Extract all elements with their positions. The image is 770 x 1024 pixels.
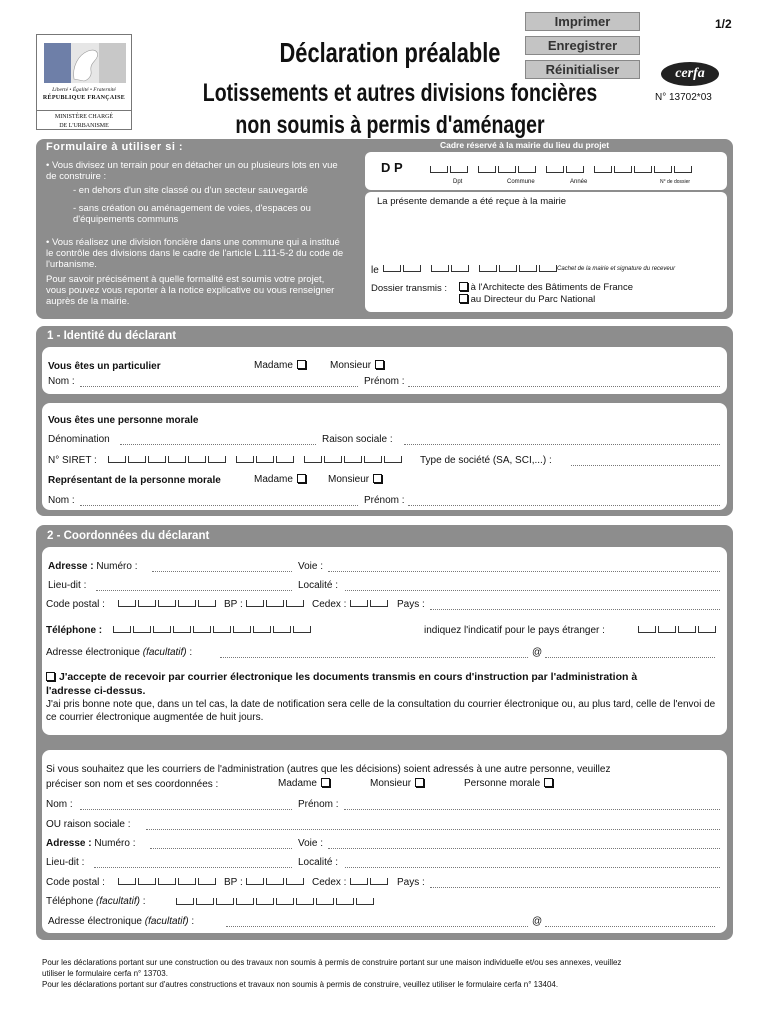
code-postal-label-2: Code postal :: [46, 877, 105, 888]
print-button[interactable]: Imprimer: [525, 12, 640, 31]
cedex-cells-1[interactable]: [350, 600, 390, 608]
abf-option[interactable]: à l'Architecte des Bâtiments de France: [455, 282, 633, 293]
particulier-label: Vous êtes un particulier: [48, 361, 161, 372]
prenom-input-1[interactable]: [408, 386, 720, 387]
prenom-label-3: Prénom :: [298, 799, 339, 810]
localite-label-2: Localité :: [298, 857, 339, 868]
cedex-label-2: Cedex :: [312, 877, 347, 888]
bp-cells-1[interactable]: [246, 600, 306, 608]
nom-label-3: Nom :: [46, 799, 73, 810]
parc-checkbox[interactable]: [459, 294, 468, 303]
cedex-cells-2[interactable]: [350, 878, 390, 886]
personne-morale-checkbox[interactable]: [544, 778, 553, 787]
abf-checkbox[interactable]: [459, 282, 468, 291]
madame-option-1[interactable]: Madame: [254, 360, 306, 371]
prenom-input-3[interactable]: [344, 809, 720, 810]
lieu-dit-input-2[interactable]: [94, 867, 292, 868]
localite-input-2[interactable]: [345, 867, 720, 868]
nom-label-1: Nom :: [48, 376, 75, 387]
reset-button[interactable]: Réinitialiser: [525, 60, 640, 79]
republic-name: RÉPUBLIQUE FRANÇAISE: [42, 95, 126, 101]
dpt-cells[interactable]: [430, 166, 694, 174]
telephone-label-1: Téléphone :: [46, 625, 103, 636]
monsieur-checkbox[interactable]: [375, 360, 384, 369]
pays-input-2[interactable]: [430, 887, 720, 888]
bp-label-1: BP :: [224, 599, 243, 610]
code-postal-cells-1[interactable]: [118, 600, 218, 608]
parc-option[interactable]: au Directeur du Parc National: [455, 294, 595, 305]
voie-label-1: Voie :: [298, 561, 324, 572]
dossier-label: N° de dossier: [660, 179, 691, 185]
indicatif-cells-1[interactable]: [638, 626, 718, 634]
email-user-input-2[interactable]: [226, 926, 528, 927]
localite-input-1[interactable]: [345, 590, 720, 591]
voie-label-2: Voie :: [298, 838, 324, 849]
page-number: 1/2: [715, 17, 732, 31]
nom-input-2[interactable]: [80, 505, 358, 506]
email-user-input-1[interactable]: [220, 657, 528, 658]
mairie-title: Cadre réservé à la mairie du lieu du projet: [440, 140, 610, 150]
raison-label: OU raison sociale :: [46, 819, 131, 830]
bp-label-2: BP :: [224, 877, 243, 888]
received-text: La présente demande a été reçue à la mairie: [377, 196, 567, 207]
cedex-label-1: Cedex :: [312, 599, 347, 610]
section2-title: 2 - Coordonnées du déclarant: [47, 530, 210, 542]
save-button[interactable]: Enregistrer: [525, 36, 640, 55]
ministry-name: MINISTÈRE CHARGÉ DE L'URBANISME: [37, 110, 131, 131]
madame-checkbox[interactable]: [297, 360, 306, 369]
pays-input-1[interactable]: [430, 609, 720, 610]
madame-option-2[interactable]: Madame: [254, 474, 306, 485]
dpt-label: Dpt: [453, 179, 463, 185]
raison-sociale-label: Raison sociale :: [322, 434, 393, 445]
adresse-label-1: Adresse : Numéro :: [48, 561, 138, 572]
voie-input-2[interactable]: [328, 848, 720, 849]
madame-checkbox[interactable]: [321, 778, 330, 787]
email-label-1: Adresse électronique (facultatif) :: [46, 647, 193, 658]
pays-label-1: Pays :: [397, 599, 425, 610]
email-domain-input-1[interactable]: [545, 657, 715, 658]
republic-logo: [36, 34, 132, 130]
monsieur-checkbox[interactable]: [373, 474, 382, 483]
siret-label: N° SIRET :: [48, 455, 97, 466]
numero-input-1[interactable]: [152, 571, 292, 572]
cerfa-logo: cerfa: [661, 62, 719, 86]
telephone-label-2: Téléphone (facultatif) :: [46, 896, 146, 907]
at-sign-2: @: [532, 916, 543, 927]
lieu-dit-input-1[interactable]: [96, 590, 292, 591]
numero-input-2[interactable]: [150, 848, 292, 849]
page-subtitle-1: Lotissements et autres divisions foncières: [202, 79, 598, 107]
code-postal-label-1: Code postal :: [46, 599, 105, 610]
prenom-label-1: Prénom :: [364, 376, 405, 387]
indicatif-label-1: indiquez l'indicatif pour le pays étranger :: [424, 625, 605, 636]
localite-label-1: Localité :: [298, 580, 339, 591]
email-domain-input-2[interactable]: [545, 926, 715, 927]
monsieur-checkbox[interactable]: [415, 778, 424, 787]
nom-input-1[interactable]: [80, 386, 358, 387]
code-postal-cells-2[interactable]: [118, 878, 218, 886]
raison-input[interactable]: [146, 829, 720, 830]
intro-title: Formulaire à utiliser si :: [46, 141, 184, 153]
monsieur-option-1[interactable]: Monsieur: [330, 360, 384, 371]
telephone-cells-1[interactable]: [113, 626, 313, 634]
dossier-transmis-label: Dossier transmis :: [371, 283, 448, 294]
footer-note: Pour les déclarations portant sur une construction ou des travaux non soumis à permis de construire portant sur une maison individuelle et/ou ses annexes, veuillez utiliser le formulaire cerfa n° 13703. Pour les déclarations portant sur d'autres constructions et travaux non soumis à permis de construire, veuillez utiliser le formulaire cerfa n° 13404.: [42, 958, 622, 989]
nom-label-2: Nom :: [48, 495, 75, 506]
voie-input-1[interactable]: [328, 571, 720, 572]
raison-sociale-input[interactable]: [404, 444, 720, 445]
marianne-flag-icon: [44, 43, 126, 83]
prenom-input-2[interactable]: [408, 505, 720, 506]
intro-text: • Vous divisez un terrain pour en détacher un ou plusieurs lots en vue de construire : - en dehors d'un site classé ou d'un secteur sauvegardé - sans création ou aménagement de voies, d'espaces ou d'équipements communs • Vous réalisez une division foncière dans une commune qui a institué le contrôle des divisions dans le cadre de l'article L.111-5-2 du code de l'urbanisme. Pour savoir précisément à quelle formalité est soumis votre projet, vous pouvez vous reporter à la notice explicative ou vous renseigner auprès de la mairie.: [46, 160, 344, 307]
adresse-label-2: Adresse : Numéro :: [46, 838, 136, 849]
telephone-cells-2[interactable]: [176, 898, 376, 906]
madame-option-3[interactable]: Madame: [278, 778, 330, 789]
prenom-label-2: Prénom :: [364, 495, 405, 506]
cachet-label: Cachet de la mairie et signature du receveur: [557, 266, 676, 272]
cerfa-number: N° 13702*03: [655, 92, 712, 103]
monsieur-option-2[interactable]: Monsieur: [328, 474, 382, 485]
denomination-label: Dénomination: [48, 434, 110, 445]
madame-checkbox[interactable]: [297, 474, 306, 483]
dp-label: D P: [381, 160, 403, 175]
at-sign-1: @: [532, 647, 543, 658]
le-label: le: [371, 265, 379, 276]
representant-label: Représentant de la personne morale: [48, 475, 221, 486]
pays-label-2: Pays :: [397, 877, 425, 888]
type-societe-input[interactable]: [571, 465, 720, 466]
annee-label: Année: [570, 179, 588, 185]
siret-cells[interactable]: [108, 456, 404, 464]
monsieur-option-3[interactable]: Monsieur: [370, 778, 424, 789]
section1-title: 1 - Identité du déclarant: [47, 330, 177, 342]
accept-email-checkbox[interactable]: [46, 672, 55, 681]
other-person-intro: Si vous souhaitez que les courriers de l'administration (autres que les décisions) soient adressés à une autre personne, veuillez: [46, 764, 611, 775]
morale-label: Vous êtes une personne morale: [48, 415, 199, 426]
republic-motto: Liberté • Égalité • Fraternité: [52, 87, 116, 93]
accept-email-block: J'accepte de recevoir par courrier électronique les documents transmis en cours d'instruction par l'administration à l'adresse ci-dessus. J'ai pris bonne note que, dans un tel cas, la date de notification sera celle de la consultation du courrier électronique ou, au plus tard, celle de l'envoi de ce courrier électronique augmentée de huit jours.: [46, 671, 716, 723]
page-subtitle-2: non soumis à permis d'aménager: [235, 111, 545, 139]
date-cells[interactable]: [383, 265, 559, 273]
denomination-input[interactable]: [120, 444, 316, 445]
personne-morale-option[interactable]: Personne morale: [464, 778, 553, 789]
type-societe-label: Type de société (SA, SCI,...) :: [420, 455, 552, 466]
other-person-intro-2: préciser son nom et ses coordonnées :: [46, 779, 219, 790]
nom-input-3[interactable]: [80, 809, 292, 810]
lieu-dit-label-1: Lieu-dit :: [48, 580, 87, 591]
commune-label: Commune: [507, 179, 535, 185]
email-label-2: Adresse électronique (facultatif) :: [48, 916, 195, 927]
lieu-dit-label-2: Lieu-dit :: [46, 857, 85, 868]
bp-cells-2[interactable]: [246, 878, 306, 886]
page-title: Déclaration préalable: [279, 37, 501, 68]
